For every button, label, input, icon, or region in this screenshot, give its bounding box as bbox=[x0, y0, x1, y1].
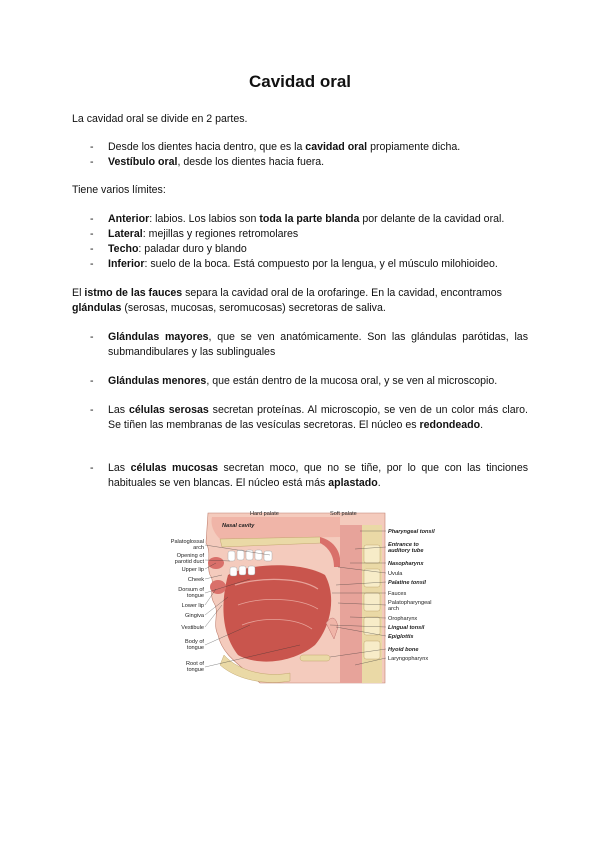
svg-text:arch: arch bbox=[388, 606, 399, 612]
svg-text:tongue: tongue bbox=[186, 645, 204, 651]
bullet-dash: - bbox=[90, 156, 94, 168]
svg-text:Palatopharyngeal: Palatopharyngeal bbox=[388, 600, 432, 606]
svg-text:auditory tube: auditory tube bbox=[388, 548, 424, 554]
label-uvula: Uvula bbox=[388, 571, 403, 577]
svg-text:Dorsum of: Dorsum of bbox=[178, 587, 204, 593]
label-vestibule: Vestibule bbox=[181, 625, 204, 631]
bullet-dash: - bbox=[90, 462, 94, 474]
label-soft-palate: Soft palate bbox=[330, 511, 357, 517]
label-gingiva: Gingiva bbox=[185, 613, 204, 619]
label-lower-lip: Lower lip bbox=[181, 603, 204, 609]
svg-text:Body of: Body of bbox=[185, 639, 204, 645]
label-cheek: Cheek bbox=[187, 577, 204, 583]
list-item: - Vestíbulo oral, desde los dientes hacia fuera. bbox=[90, 156, 325, 168]
bullet-dash: - bbox=[90, 404, 94, 416]
list-item: - Lateral: mejillas y regiones retromolares bbox=[90, 228, 299, 240]
bullet-dash: - bbox=[90, 331, 94, 343]
bullet-dash: - bbox=[90, 243, 94, 255]
label-lingual-tonsil: Lingual tonsil bbox=[388, 625, 425, 631]
list-item: - Anterior: labios. Los labios son toda la parte blanda por delante de la cavidad oral. bbox=[90, 213, 505, 225]
label-hyoid-bone: Hyoid bone bbox=[388, 647, 419, 653]
istmo-paragraph: El istmo de las fauces separa la cavidad oral de la orofaringe. En la cavidad, encontramos glándulas (serosas, mucosas, seromucosas) secretoras de saliva. bbox=[72, 287, 502, 314]
page-title: Cavidad oral bbox=[248, 72, 352, 91]
bullet-dash: - bbox=[90, 375, 94, 387]
svg-text:parotid duct: parotid duct bbox=[174, 559, 204, 565]
svg-text:Entrance to: Entrance to bbox=[388, 542, 419, 548]
bullet-dash: - bbox=[90, 258, 94, 270]
bullet-dash: - bbox=[90, 228, 94, 240]
bullet-dash: - bbox=[90, 213, 94, 225]
svg-text:Root of: Root of bbox=[185, 661, 204, 667]
bullet-dash: - bbox=[90, 141, 94, 153]
label-upper-lip: Upper lip bbox=[181, 567, 204, 573]
intro-paragraph: La cavidad oral se divide en 2 partes. bbox=[72, 113, 248, 125]
oral-cavity-figure bbox=[150, 505, 450, 685]
list-item: - Desde los dientes hacia dentro, que es la cavidad oral propiamente dicha. bbox=[90, 141, 461, 153]
label-pharyngeal-tonsil: Pharyngeal tonsil bbox=[388, 529, 435, 535]
svg-text:arch: arch bbox=[193, 545, 204, 551]
oral-cavity-illustration bbox=[150, 505, 450, 685]
label-epiglottis: Epiglottis bbox=[388, 634, 414, 640]
list-item: - Techo: paladar duro y blando bbox=[90, 243, 247, 255]
label-laryngopharynx: Laryngopharynx bbox=[388, 656, 429, 662]
svg-text:tongue: tongue bbox=[186, 593, 204, 599]
svg-text:Opening of: Opening of bbox=[176, 553, 204, 559]
list-item: - Las células serosas secretan proteínas. Al microscopio, se ven de un color más claro. Se tiñen las membranas de las vesículas secretoras. El núcleo es redondeado. bbox=[90, 404, 529, 431]
label-oropharynx: Oropharynx bbox=[388, 616, 418, 622]
list-item: - Glándulas mayores, que se ven anatómicamente. Son las glándulas parótidas, las submandibulares y las sublinguales bbox=[90, 331, 529, 358]
list-item: - Las células mucosas secretan moco, que no se tiñe, por lo que con las tinciones habituales se ven blancas. El núcleo está más aplastado. bbox=[90, 462, 529, 489]
label-hard-palate: Hard palate bbox=[250, 511, 279, 517]
list-item: - Glándulas menores, que están dentro de la mucosa oral, y se ven al microscopio. bbox=[90, 375, 498, 387]
label-nasopharynx: Nasopharynx bbox=[388, 561, 424, 567]
svg-text:tongue: tongue bbox=[186, 667, 204, 673]
limits-intro: Tiene varios límites: bbox=[72, 184, 166, 196]
label-palatine-tonsil: Palatine tonsil bbox=[388, 580, 426, 586]
label-nasal-cavity: Nasal cavity bbox=[222, 523, 255, 529]
list-item: - Inferior: suelo de la boca. Está compuesto por la lengua, y el músculo milohioideo. bbox=[90, 258, 498, 270]
label-palatoglossal-arch: Palatoglossal bbox=[170, 539, 204, 545]
label-fauces: Fauces bbox=[388, 591, 407, 597]
